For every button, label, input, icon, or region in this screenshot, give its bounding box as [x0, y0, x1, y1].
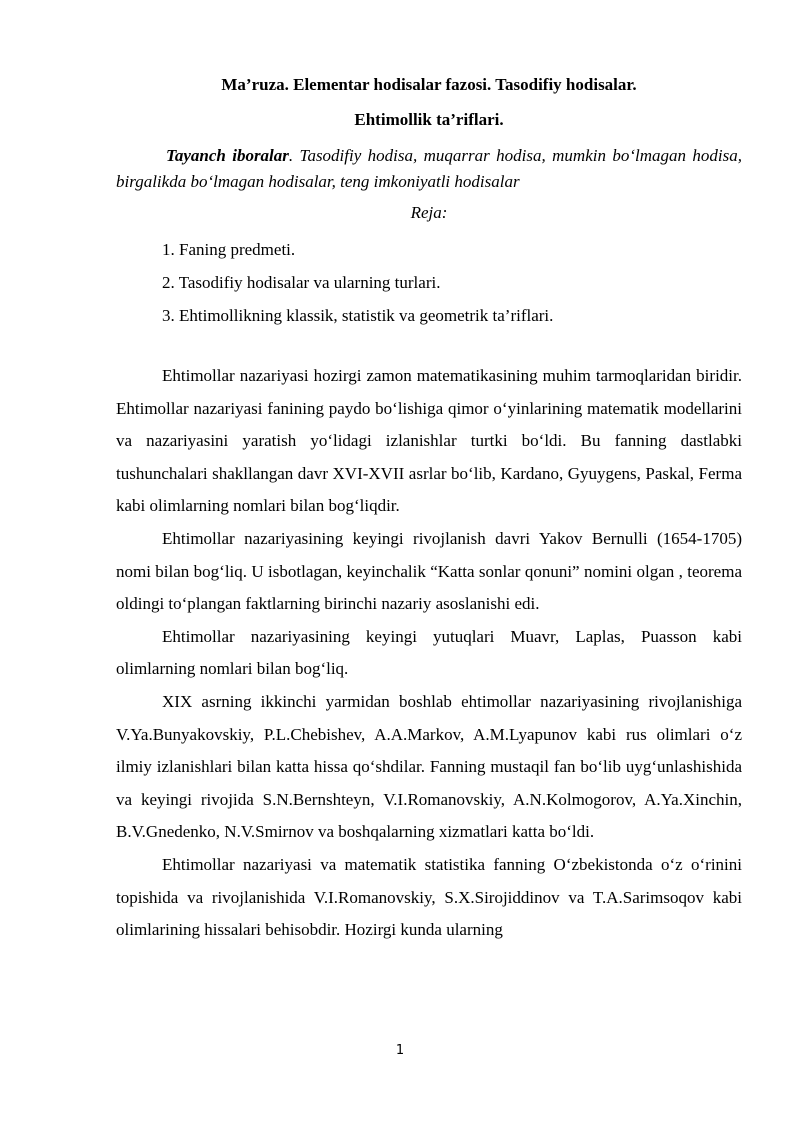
keywords-label: Tayanch iboralar	[166, 146, 289, 165]
plan-title: Reja:	[410, 203, 448, 222]
lecture-subtitle: Ehtimollik ta’riflari.	[354, 110, 504, 129]
plan-item: 1. Faning predmeti.	[162, 240, 296, 259]
plan-list	[116, 233, 742, 332]
keywords-paragraph	[116, 143, 742, 195]
body-paragraph: Ehtimollar nazariyasining keyingi rivojlanish davri Yakov Bernulli (1654-1705) nomi bilan bog‘liq. U isbotlagan, keyinchalik “Katta sonlar qonuni” nomini olgan , teorema oldingi to‘plangan faktlarning birinchi nazariy asoslanishi edi.	[116, 528, 742, 614]
lecture-title: Ma’ruza. Elementar hodisalar fazosi. Tasodifiy hodisalar.	[221, 75, 637, 94]
body-paragraph: Ehtimollar nazariyasi hozirgi zamon matematikasining muhim tarmoqlaridan biridir. Ehtimollar nazariyasi fanining paydo bo‘lishiga qimor o‘yinlarining matematik modellarini va nazariyasini yaratish yo‘lidagi izlanishlar turtki bo‘ldi. Bu fanning dastlabki tushunchalari shakllangan davr XVI-XVII asrlar bo‘lib, Kardano, Gyuygens, Paskal, Ferma kabi olimlarning nomlari bilan bog‘liqdir.	[116, 366, 742, 516]
body-paragraph: Ehtimollar nazariyasining keyingi yutuqlari Muavr, Laplas, Puasson kabi olimlarning nomlari bilan bog‘liq.	[116, 626, 742, 679]
plan-item: 3. Ehtimollikning klassik, statistik va geometrik ta’riflari.	[162, 306, 554, 325]
body-paragraph: XIX asrning ikkinchi yarmidan boshlab ehtimollar nazariyasining rivojlanishiga V.Ya.Bunyakovskiy, P.L.Chebishev, A.A.Markov, A.M.Lyapunov kabi rus olimlari o‘z ilmiy izlanishlari bilan katta hissa qo‘shdilar. Fanning mustaqil fan bo‘lib uyg‘unlashishida va keyingi rivojida S.N.Bernshteyn, V.I.Romanovskiy, A.N.Kolmogorov, A.Ya.Xinchin, B.V.Gnedenko, N.V.Smirnov va boshqalarning xizmatlari katta bo‘ldi.	[116, 691, 742, 842]
plan-item: 2. Tasodifiy hodisalar va ularning turlari.	[162, 273, 441, 292]
page-number: 1	[395, 1043, 405, 1058]
document-page	[116, 75, 742, 947]
body-paragraph: Ehtimollar nazariyasi va matematik statistika fanning O‘zbekistonda o‘z o‘rinini topishida va rivojlanishida V.I.Romanovskiy, S.X.Sirojiddinov va T.A.Sarimsoqov kabi olimlarining hissalari behisobdir. Hozirgi kunda ularning	[116, 854, 742, 940]
keywords-text: . Tasodifiy hodisa, muqarrar hodisa, mumkin bo‘lmagan hodisa, birgalikda bo‘lmagan hodisalar, teng imkoniyatli hodisalar	[116, 146, 742, 191]
